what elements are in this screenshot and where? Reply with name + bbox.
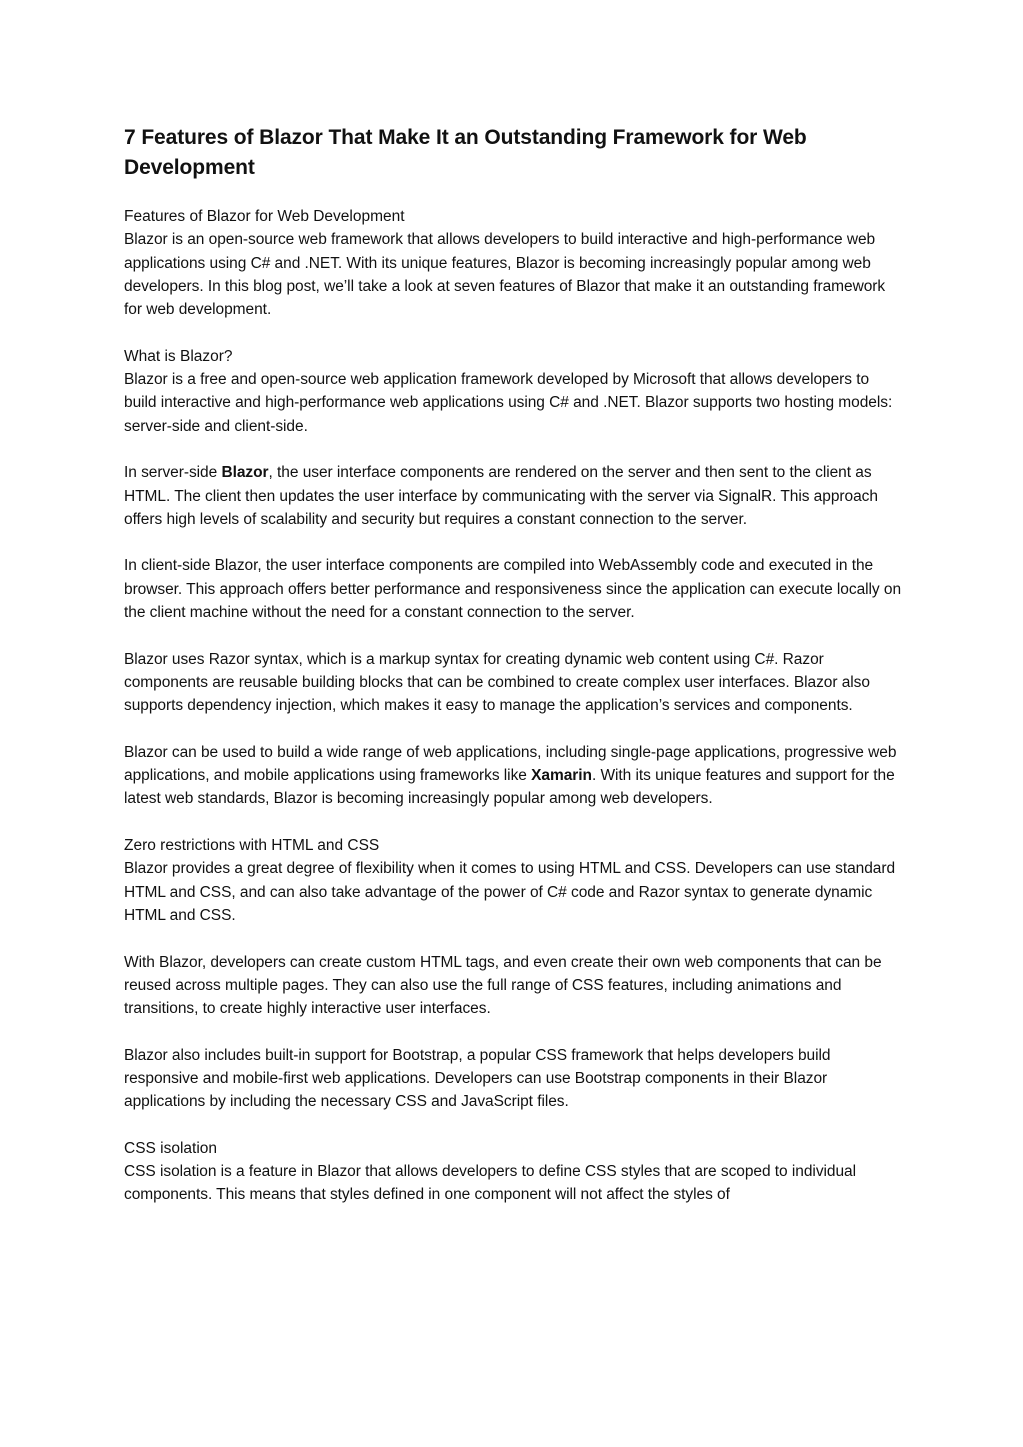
paragraph-what-is-blazor: Blazor is a free and open-source web application framework developed by Microsoft that allows developers to build interactive and high-performance web applications using C# and .NET. Blazor supports two hosting models: server-side and client-side. xyxy=(124,371,893,435)
range-prefix: Blazor can be used to build a wide range of web applications, including single-page applications, progressive web applications, and mobile applications using frameworks like xyxy=(124,743,897,785)
server-side-prefix: In server-side xyxy=(124,464,222,482)
paragraph-client-side: In client-side Blazor, the user interface components are compiled into WebAssembly code and executed in the browser. This approach offers better performance and responsiveness since the application can execute locally on the client machine without the need for a constant connection to the server. xyxy=(124,557,902,622)
paragraph-intro: Blazor is an open-source web framework that allows developers to build interactive and high-performance web applications using C# and .NET. With its unique features, Blazor is becoming increasingly popular among web developers. In this blog post, we’ll take a look at seven features of Blazor that make it an outstanding framework for web development. xyxy=(124,231,886,319)
paragraph-range xyxy=(124,741,904,811)
server-side-suffix: , the user interface components are rendered on the server and then sent to the client as HTML. The client then updates the user interface by communicating with the server via SignalR. This approach offers high levels of scalability and security but requires a constant connection to the server. xyxy=(124,464,878,528)
paragraph-zero-restrictions-3: Blazor also includes built-in support for Bootstrap, a popular CSS framework that helps developers build responsive and mobile-first web applications. Developers can use Bootstrap components in their Blazor applications by including the necessary CSS and JavaScript files. xyxy=(124,1046,831,1111)
paragraph-razor: Blazor uses Razor syntax, which is a markup syntax for creating dynamic web content using C#. Razor components are reusable building blocks that can be combined to create complex user interfaces. Blazor also supports dependency injection, which makes it easy to manage the application’s services and components. xyxy=(124,650,870,715)
document-page xyxy=(124,123,904,1230)
paragraph-zero-restrictions-1: Blazor provides a great degree of flexibility when it comes to using HTML and CSS. Developers can use standard HTML and CSS, and can also take advantage of the power of C# code and Razor syntax to generate dynamic HTML and CSS. xyxy=(124,860,896,924)
section-heading-features: Features of Blazor for Web Development xyxy=(124,208,405,225)
range-suffix: . With its unique features and support for the latest web standards, Blazor is becoming increasingly popular among web developers. xyxy=(124,767,895,808)
paragraph-server-side xyxy=(124,461,904,531)
server-side-bold-blazor: Blazor xyxy=(221,464,269,482)
section-heading-what-is-blazor: What is Blazor? xyxy=(124,347,233,365)
section-heading-zero-restrictions: Zero restrictions with HTML and CSS xyxy=(124,837,380,855)
paragraph-zero-restrictions-2: With Blazor, developers can create custom HTML tags, and even create their own web components that can be reused across multiple pages. They can also use the full range of CSS features, including animations and transitions, to create highly interactive user interfaces. xyxy=(124,953,882,1018)
range-bold-xamarin: Xamarin xyxy=(531,767,592,785)
paragraph-css-isolation-1: CSS isolation is a feature in Blazor that allows developers to define CSS styles that are scoped to individual components. This means that styles defined in one component will not affect the styles of xyxy=(124,1163,857,1204)
section-heading-css-isolation: CSS isolation xyxy=(124,1139,218,1157)
document-title: 7 Features of Blazor That Make It an Outstanding Framework for Web Development xyxy=(124,126,807,179)
